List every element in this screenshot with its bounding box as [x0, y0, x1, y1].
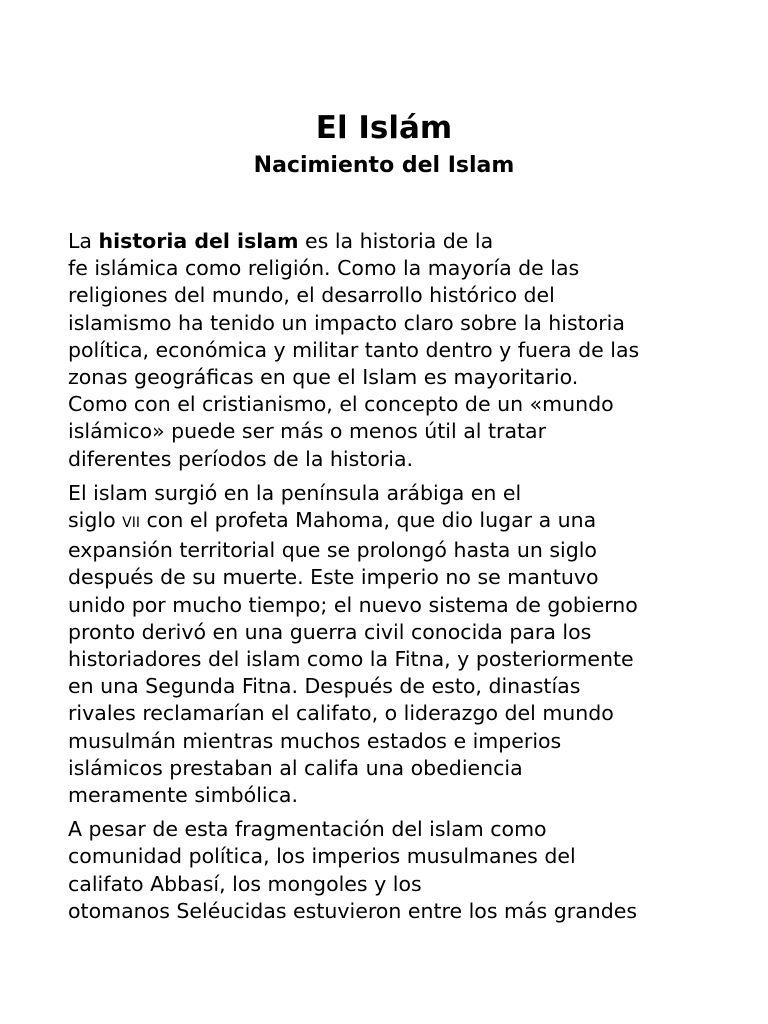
paragraph-1	[68, 228, 708, 473]
text-run: La	[68, 229, 99, 253]
paragraph-line: expansión territorial que se prolongó hasta un siglo	[68, 538, 597, 563]
paragraph-line: zonas geográficas en que el Islam es mayoritario.	[68, 365, 579, 390]
roman-numeral: VII	[122, 515, 140, 532]
paragraph-line: A pesar de esta fragmentación del islam como	[68, 817, 547, 842]
paragraph-line: islámicos prestaban al califa una obediencia	[68, 755, 523, 780]
paragraph-line: pronto derivó en una guerra civil conocida para los	[68, 619, 592, 644]
text-run: siglo	[68, 508, 123, 533]
paragraph-line: islamismo ha tenido un impacto claro sobre la historia	[68, 310, 625, 335]
document-body	[68, 228, 708, 932]
paragraph-line: historiadores del islam como la Fitna, y posteriormente	[68, 647, 634, 672]
paragraph-2	[68, 480, 708, 809]
paragraph-3	[68, 816, 708, 925]
paragraph-line: política, económica y militar tanto dentro y fuera de las	[68, 337, 640, 362]
paragraph-line: musulmán mientras muchos estados e imperios	[68, 728, 562, 753]
paragraph-line: islámico» puede ser más o menos útil al tratar	[68, 419, 547, 444]
paragraph-line: El islam surgió en la península arábiga en el	[68, 480, 522, 505]
text-run: con el profeta Mahoma, que dio lugar a una	[140, 508, 597, 533]
paragraph-line: fe islámica como religión. Como la mayoría de las	[68, 256, 580, 281]
paragraph-line: meramente simbólica.	[68, 783, 298, 808]
paragraph-line: rivales reclamarían el califato, o liderazgo del mundo	[68, 701, 614, 726]
page-title: El Islám	[315, 110, 453, 146]
paragraph-line: califato Abbasí, los mongoles y los	[68, 871, 422, 896]
paragraph-line: otomanos Seléucidas estuvieron entre los más grandes	[68, 898, 638, 923]
text-run: es la historia de la	[298, 229, 494, 253]
paragraph-line: Como con el cristianismo, el concepto de un «mundo	[68, 392, 614, 417]
page-subtitle: Nacimiento del Islam	[253, 153, 515, 178]
bold-term: historia del islam	[98, 229, 299, 253]
paragraph-line: después de su muerte. Este imperio no se mantuvo	[68, 565, 599, 590]
paragraph-line: unido por mucho tiempo; el nuevo sistema de gobierno	[68, 592, 638, 617]
paragraph-line	[68, 228, 708, 255]
paragraph-line: comunidad política, los imperios musulmanes del	[68, 844, 576, 869]
paragraph-line: en una Segunda Fitna. Después de esto, dinastías	[68, 674, 581, 699]
paragraph-line: religiones del mundo, el desarrollo histórico del	[68, 283, 555, 308]
paragraph-line: diferentes períodos de la historia.	[68, 446, 414, 471]
paragraph-line	[68, 507, 708, 537]
